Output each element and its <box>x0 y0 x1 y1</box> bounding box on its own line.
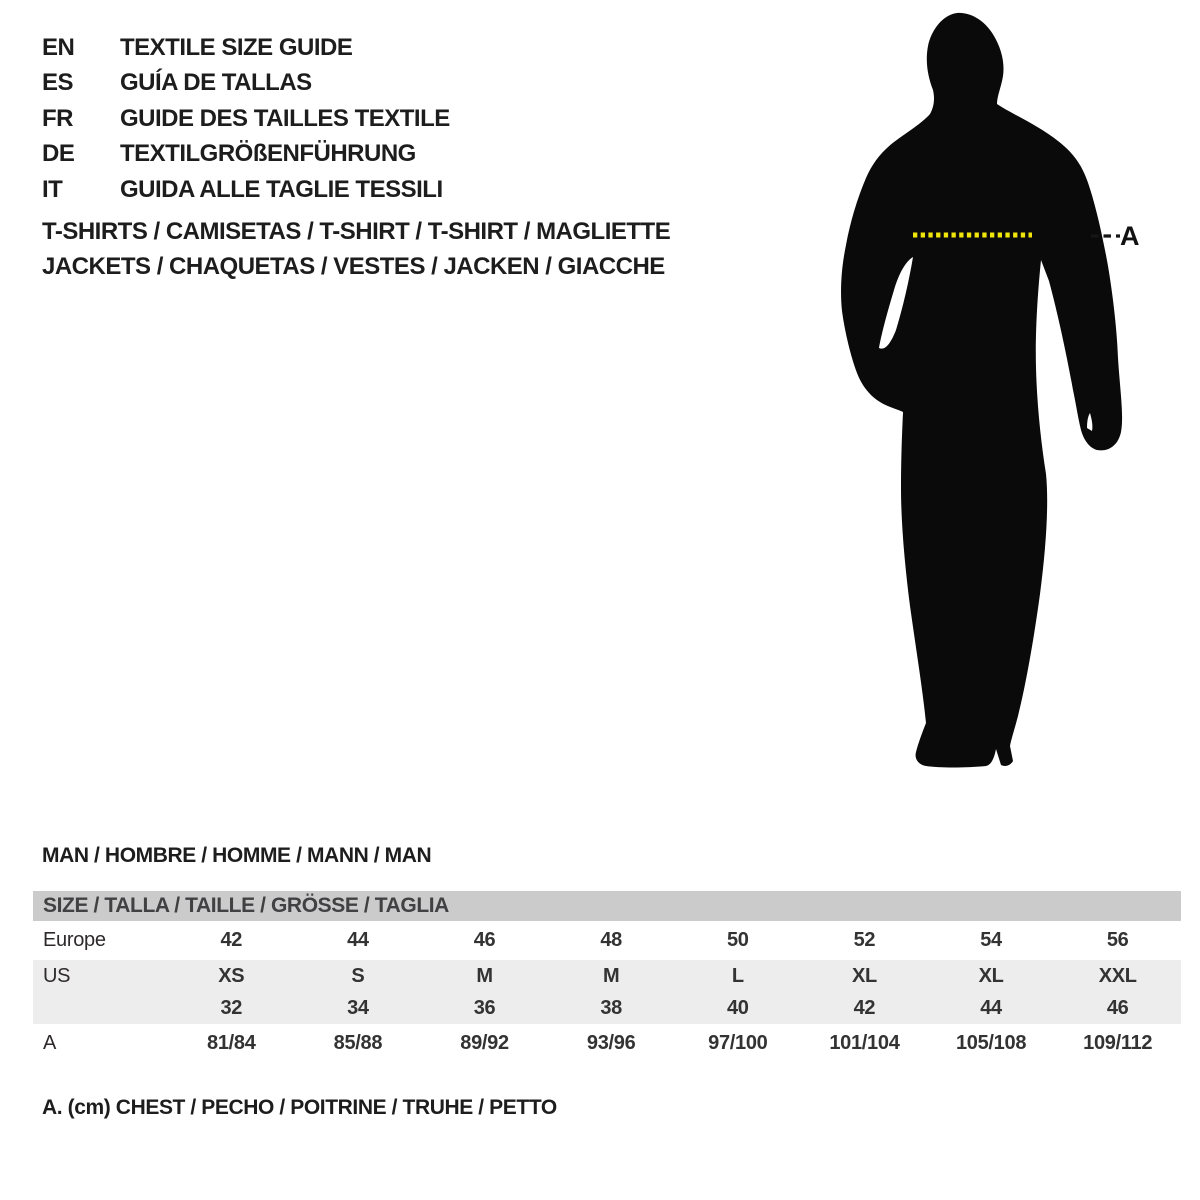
table-row <box>33 921 1181 960</box>
table-cell: 34 <box>347 996 369 1019</box>
table-cell: 32 <box>220 996 243 1019</box>
table-cell: 48 <box>600 929 623 951</box>
table-cell: 97/100 <box>708 1031 768 1054</box>
size-table <box>33 891 1181 1062</box>
measurement-label-a: A <box>1120 221 1139 251</box>
language-label: GUIDA ALLE TAGLIE TESSILI <box>120 175 443 203</box>
table-cell: XL <box>851 964 877 987</box>
table-cell: M <box>476 964 493 987</box>
table-cell: 52 <box>853 929 876 951</box>
table-cell: 93/96 <box>586 1031 636 1054</box>
table-cell: M <box>603 964 620 987</box>
table-cell: 44 <box>980 996 1002 1019</box>
row-label: Europe <box>43 929 106 951</box>
table-cell: XS <box>218 964 245 987</box>
row-label: US <box>43 964 71 987</box>
language-label: GUÍA DE TALLAS <box>120 69 312 97</box>
section-title: MAN / HOMBRE / HOMME / MANN / MAN <box>42 844 432 867</box>
table-header: SIZE / TALLA / TAILLE / GRÖSSE / TAGLIA <box>33 891 1181 921</box>
table-cell: XXL <box>1098 964 1137 987</box>
table-cell: 85/88 <box>333 1031 383 1054</box>
table-cell: 50 <box>726 929 749 951</box>
language-code: IT <box>42 175 63 203</box>
table-cell: 38 <box>600 996 623 1019</box>
table-cell: 89/92 <box>460 1031 509 1054</box>
table-row <box>33 960 1181 992</box>
table-cell: 44 <box>347 929 369 951</box>
table-row <box>33 1024 1181 1062</box>
table-cell: 54 <box>980 929 1002 951</box>
language-code: ES <box>42 69 74 97</box>
category-line: JACKETS / CHAQUETAS / VESTES / JACKEN / GIACCHE <box>42 253 665 280</box>
language-label: GUIDE DES TAILLES TEXTILE <box>120 104 450 132</box>
table-cell: 46 <box>473 929 496 951</box>
table-cell: 42 <box>853 996 876 1019</box>
language-label: TEXTILE SIZE GUIDE <box>120 33 353 61</box>
table-cell: XL <box>978 964 1004 987</box>
language-label: TEXTILGRÖßENFÜHRUNG <box>120 140 416 168</box>
table-cell: L <box>731 964 744 987</box>
measurement-footnote: A. (cm) CHEST / PECHO / POITRINE / TRUHE / PETTO <box>42 1096 557 1119</box>
table-cell: S <box>351 964 365 987</box>
table-cell: 105/108 <box>955 1031 1027 1054</box>
table-cell: 42 <box>220 929 243 951</box>
language-code: DE <box>42 140 75 168</box>
language-code: FR <box>42 104 73 132</box>
table-cell: 56 <box>1106 929 1129 951</box>
table-cell: 109/112 <box>1083 1031 1153 1054</box>
table-cell: 101/104 <box>829 1031 900 1054</box>
table-row <box>33 992 1181 1024</box>
table-cell: 40 <box>726 996 749 1019</box>
category-line: T-SHIRTS / CAMISETAS / T-SHIRT / T-SHIRT / MAGLIETTE <box>42 218 671 245</box>
table-cell: 36 <box>473 996 496 1019</box>
language-code: EN <box>42 33 75 61</box>
table-cell: 46 <box>1106 996 1129 1019</box>
table-cell: 81/84 <box>207 1031 256 1054</box>
row-label: A <box>43 1031 57 1054</box>
